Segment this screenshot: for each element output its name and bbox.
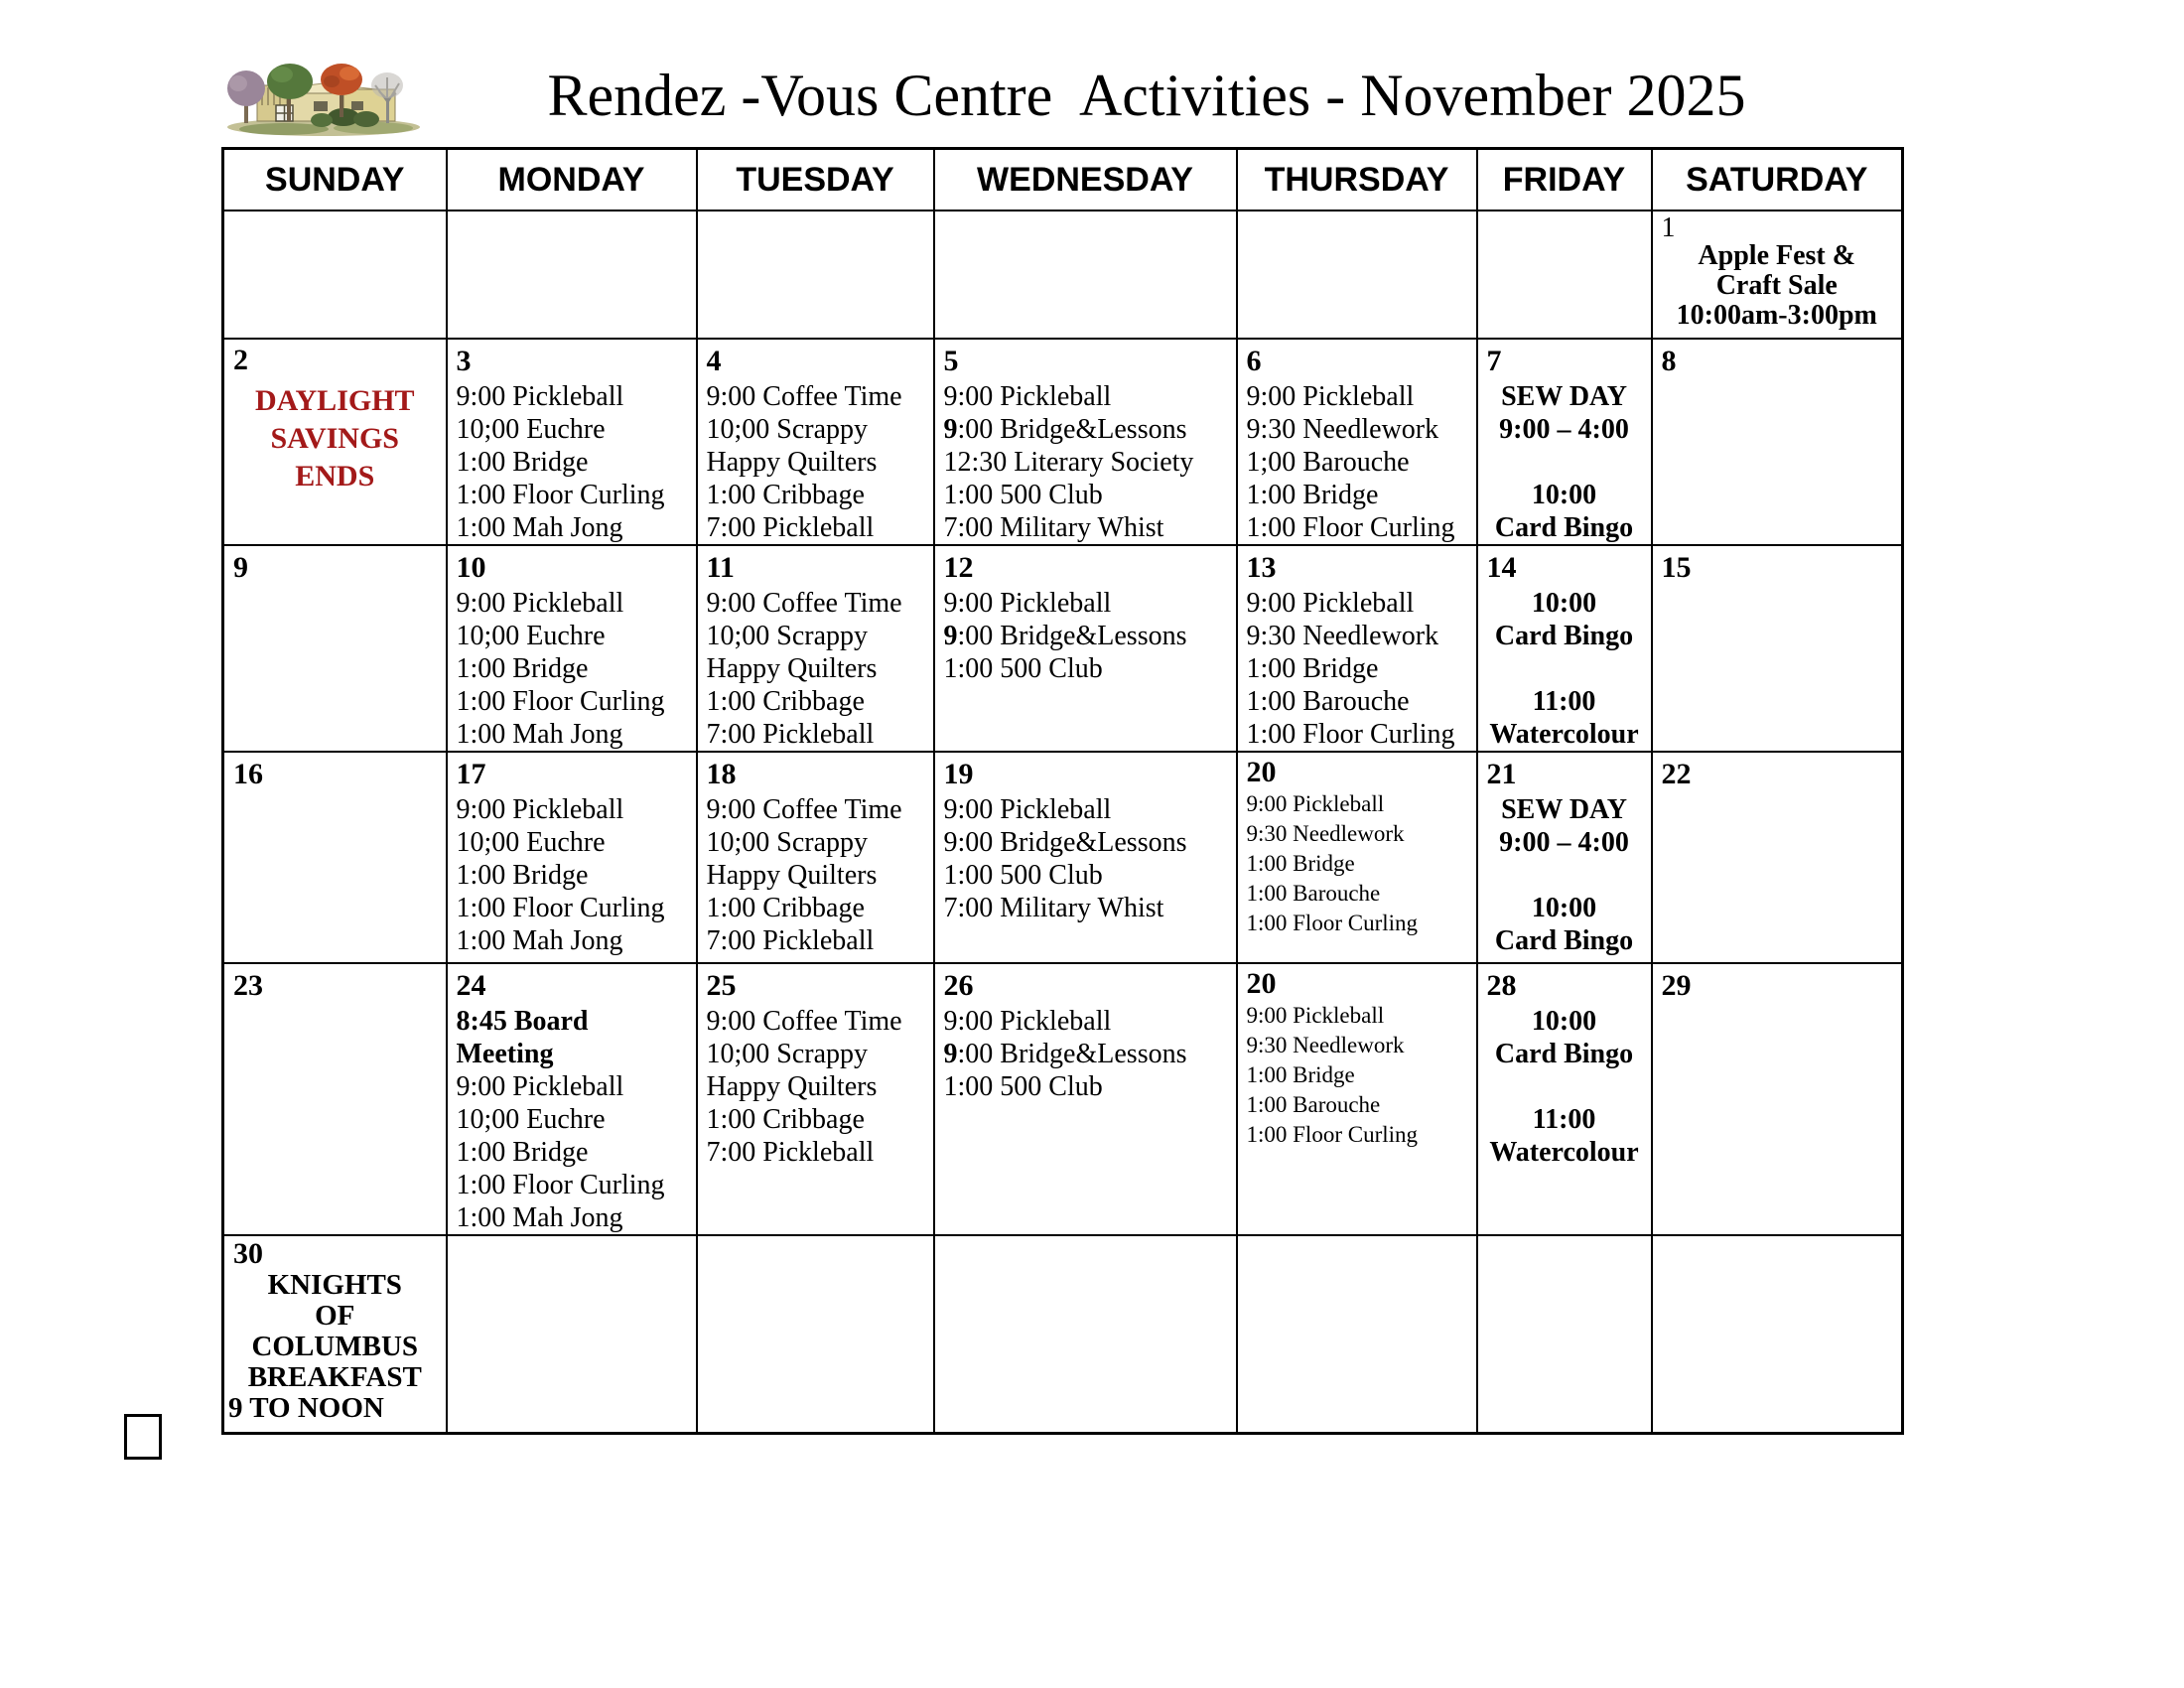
activity-line: 1:00 Bridge <box>1246 1062 1355 1087</box>
activity-line: DAYLIGHT <box>254 384 415 417</box>
activity-line: 1:00 Cribbage <box>706 480 865 510</box>
activity-list <box>1478 793 1651 957</box>
day-cell-empty <box>934 211 1237 339</box>
activity-line: Apple Fest & <box>1698 240 1856 271</box>
day-cell-20 <box>1237 752 1477 963</box>
activity-line: Card Bingo <box>1494 512 1634 543</box>
activity-list <box>1238 1001 1476 1150</box>
activity-line: 1:00 Barouche <box>1246 686 1410 717</box>
activity-list <box>448 1005 696 1234</box>
activity-line: 9:00 Pickleball <box>943 1006 1112 1037</box>
weekday-header-friday: FRIDAY <box>1477 149 1652 211</box>
activity-list <box>448 380 696 544</box>
activity-line: SAVINGS <box>270 422 399 455</box>
activity-list <box>1478 380 1651 544</box>
activity-line: 9:00 – 4:00 <box>1499 414 1629 445</box>
activity-line: 9:00 Coffee Time <box>706 1006 902 1037</box>
activity-line: Happy Quilters <box>706 447 878 478</box>
day-cell-empty <box>1237 211 1477 339</box>
activity-line: 9:00 Pickleball <box>1246 791 1385 816</box>
day-cell-28 <box>1477 963 1652 1235</box>
activity-line: 1:00 Bridge <box>1246 851 1355 876</box>
activity-line: 10:00 <box>1531 1006 1597 1037</box>
day-cell-3 <box>447 339 697 545</box>
activity-line: Card Bingo <box>1494 621 1634 651</box>
activity-line: 1:00 500 Club <box>943 653 1103 684</box>
day-number: 14 <box>1486 551 1517 584</box>
activity-line: 10;00 Euchre <box>456 827 606 858</box>
day-number: 13 <box>1246 551 1277 584</box>
activity-list <box>1238 789 1476 938</box>
activity-line: 1:00 Floor Curling <box>1246 719 1455 750</box>
activity-line: KNIGHTS <box>267 1269 402 1301</box>
week-row <box>223 339 1903 545</box>
activity-line: 1:00 500 Club <box>943 1071 1103 1102</box>
day-cell-empty <box>697 1235 934 1433</box>
activity-line: 9:30 Needlework <box>1246 414 1439 445</box>
weekday-header-thursday: THURSDAY <box>1237 149 1477 211</box>
activity-line: 9:30 Needlework <box>1246 821 1405 846</box>
day-number: 24 <box>456 969 486 1002</box>
day-cell-20 <box>1237 963 1477 1235</box>
activity-line: 10;00 Euchre <box>456 1104 606 1135</box>
day-cell-16 <box>223 752 447 963</box>
activity-line: 1:00 Barouche <box>1246 881 1381 906</box>
day-cell-empty <box>223 211 447 339</box>
activity-line: 1:00 Bridge <box>1246 653 1379 684</box>
activity-line: 9:30 Needlework <box>1246 1033 1405 1057</box>
activity-line: 1:00 Bridge <box>1246 480 1379 510</box>
activity-line: 10:00 <box>1531 893 1597 923</box>
day-cell-7 <box>1477 339 1652 545</box>
activity-line: ENDS <box>295 460 375 492</box>
activity-line: 1:00 Floor Curling <box>456 686 665 717</box>
activity-line: 9:00 Coffee Time <box>706 381 902 412</box>
day-number: 21 <box>1486 758 1517 790</box>
day-number: 23 <box>233 969 263 1002</box>
activity-line: Card Bingo <box>1494 925 1634 956</box>
day-cell-25 <box>697 963 934 1235</box>
day-number: 1 <box>1661 212 1676 243</box>
activity-line: 1:00 Bridge <box>456 1137 589 1168</box>
activity-line: 1:00 Floor Curling <box>1246 1122 1419 1147</box>
activity-line: 9:30 Needlework <box>1246 621 1439 651</box>
day-cell-4 <box>697 339 934 545</box>
activity-line: Meeting <box>456 1039 554 1069</box>
activity-line: 1:00 Floor Curling <box>456 480 665 510</box>
activity-list <box>1478 1005 1651 1169</box>
day-number: 28 <box>1486 969 1517 1002</box>
weekday-header-monday: MONDAY <box>447 149 697 211</box>
day-number: 30 <box>233 1237 263 1270</box>
activity-line: 7:00 Pickleball <box>706 1137 875 1168</box>
activity-line: 8:45 Board <box>456 1006 589 1037</box>
day-number: 20 <box>1246 967 1277 1000</box>
activity-line: 1:00 Mah Jong <box>456 1202 623 1233</box>
activity-list <box>935 587 1236 685</box>
activity-line: 10;00 Scrappy <box>706 621 869 651</box>
day-number: 18 <box>706 758 737 790</box>
activity-line: Happy Quilters <box>706 653 878 684</box>
day-cell-empty <box>1477 1235 1652 1433</box>
activity-line: 9:00 Pickleball <box>1246 588 1415 619</box>
activity-line: 12:30 Literary Society <box>943 447 1194 478</box>
activity-line: Watercolour <box>1489 1137 1639 1168</box>
weekday-header-sunday: SUNDAY <box>223 149 447 211</box>
day-cell-13 <box>1237 545 1477 752</box>
week-row <box>223 1235 1903 1433</box>
day-cell-empty <box>447 211 697 339</box>
activity-list <box>935 1005 1236 1103</box>
activity-line: 1:00 500 Club <box>943 480 1103 510</box>
day-number: 17 <box>456 758 486 790</box>
activity-line: 7:00 Pickleball <box>706 925 875 956</box>
day-number: 10 <box>456 551 486 584</box>
activity-line: 9:00 Pickleball <box>456 1071 624 1102</box>
day-cell-8 <box>1652 339 1903 545</box>
activity-line: 10:00 <box>1531 480 1597 510</box>
activity-line: COLUMBUS <box>251 1331 419 1362</box>
day-cell-empty <box>934 1235 1237 1433</box>
activity-line: Card Bingo <box>1494 1039 1634 1069</box>
day-number: 15 <box>1661 551 1692 584</box>
day-number: 5 <box>943 345 959 377</box>
activity-line: 9:00 Pickleball <box>1246 381 1415 412</box>
activity-list <box>935 793 1236 924</box>
activity-line: 7:00 Pickleball <box>706 512 875 543</box>
day-cell-30 <box>223 1235 447 1433</box>
activity-line: 7:00 Military Whist <box>943 893 1164 923</box>
activity-line: 9:00 Pickleball <box>1246 1003 1385 1028</box>
day-number: 11 <box>706 551 735 584</box>
day-cell-15 <box>1652 545 1903 752</box>
day-cell-22 <box>1652 752 1903 963</box>
activity-line <box>1482 446 1647 479</box>
day-cell-6 <box>1237 339 1477 545</box>
day-cell-empty <box>1477 211 1652 339</box>
activity-list <box>224 1270 446 1424</box>
empty-checkbox-artifact <box>124 1414 162 1460</box>
weekday-header-tuesday: TUESDAY <box>697 149 934 211</box>
activity-line <box>1482 859 1647 892</box>
activity-line: 1:00 Bridge <box>456 447 589 478</box>
activity-list <box>935 380 1236 544</box>
day-number: 8 <box>1661 345 1677 377</box>
activity-line: 9:00 Bridge&Lessons <box>943 414 1187 445</box>
activity-line: 9:00 Bridge&Lessons <box>943 827 1187 858</box>
activity-line: 9:00 Pickleball <box>943 794 1112 825</box>
activity-line: 1:00 Bridge <box>456 860 589 891</box>
activity-line: 10;00 Scrappy <box>706 414 869 445</box>
day-number: 12 <box>943 551 974 584</box>
week-row <box>223 545 1903 752</box>
activity-line: 1:00 Cribbage <box>706 686 865 717</box>
activity-list <box>1238 380 1476 544</box>
activity-line: 9:00 Pickleball <box>943 588 1112 619</box>
week-row <box>223 963 1903 1235</box>
activity-list <box>698 793 933 957</box>
activity-list <box>698 1005 933 1169</box>
activity-line: 7:00 Military Whist <box>943 512 1164 543</box>
day-cell-1 <box>1652 211 1903 339</box>
day-cell-17 <box>447 752 697 963</box>
activity-line: Happy Quilters <box>706 860 878 891</box>
weekday-header-wednesday: WEDNESDAY <box>934 149 1237 211</box>
day-cell-24 <box>447 963 697 1235</box>
activity-line: 9:00 Coffee Time <box>706 794 902 825</box>
day-cell-5 <box>934 339 1237 545</box>
activity-line: 1:00 Cribbage <box>706 893 865 923</box>
activity-line: 10;00 Euchre <box>456 621 606 651</box>
activity-line: 9:00 Pickleball <box>456 588 624 619</box>
activity-line: 9:00 Pickleball <box>943 381 1112 412</box>
activity-line: 9:00 Bridge&Lessons <box>943 1039 1187 1069</box>
activity-line: Watercolour <box>1489 719 1639 750</box>
activity-line: 1:00 Bridge <box>456 653 589 684</box>
day-cell-empty <box>1237 1235 1477 1433</box>
activity-line: 10;00 Scrappy <box>706 827 869 858</box>
activity-line: 1:00 500 Club <box>943 860 1103 891</box>
calendar-table <box>221 147 1904 1435</box>
activity-line: 9:00 Pickleball <box>456 794 624 825</box>
activity-list <box>448 793 696 957</box>
day-number: 3 <box>456 345 472 377</box>
activity-list <box>1478 587 1651 751</box>
day-number: 25 <box>706 969 737 1002</box>
activity-line: 11:00 <box>1532 1104 1596 1135</box>
activity-list <box>698 587 933 751</box>
activity-line: 9:00 Pickleball <box>456 381 624 412</box>
day-cell-2 <box>223 339 447 545</box>
activity-line: SEW DAY <box>1501 794 1627 825</box>
day-cell-21 <box>1477 752 1652 963</box>
day-number: 29 <box>1661 969 1692 1002</box>
activity-list <box>448 587 696 751</box>
activity-line: OF <box>315 1300 355 1332</box>
day-number: 6 <box>1246 345 1262 377</box>
day-number: 2 <box>233 344 248 376</box>
day-cell-10 <box>447 545 697 752</box>
activity-line: 1:00 Mah Jong <box>456 925 623 956</box>
activity-line: 10;00 Euchre <box>456 414 606 445</box>
activity-line: 1:00 Cribbage <box>706 1104 865 1135</box>
day-cell-18 <box>697 752 934 963</box>
day-number: 7 <box>1486 345 1502 377</box>
day-number: 4 <box>706 345 722 377</box>
activity-line: 11:00 <box>1532 686 1596 717</box>
day-number: 16 <box>233 758 263 790</box>
activity-line: 1:00 Floor Curling <box>456 893 665 923</box>
activity-line: 1:00 Mah Jong <box>456 512 623 543</box>
activity-line: 1:00 Barouche <box>1246 1092 1381 1117</box>
weekday-header-saturday: SATURDAY <box>1652 149 1903 211</box>
day-number: 26 <box>943 969 974 1002</box>
activity-line: 1:00 Floor Curling <box>1246 911 1419 935</box>
day-cell-empty <box>697 211 934 339</box>
day-cell-11 <box>697 545 934 752</box>
activity-line: 9:00 Coffee Time <box>706 588 902 619</box>
activity-list <box>1653 241 1902 331</box>
day-cell-14 <box>1477 545 1652 752</box>
week-row <box>223 752 1903 963</box>
page-title: Rendez -Vous Centre Activities - November 2025 <box>547 63 1746 128</box>
week-row <box>223 211 1903 339</box>
activity-line: 9 TO NOON <box>228 1392 384 1424</box>
day-cell-9 <box>223 545 447 752</box>
day-cell-23 <box>223 963 447 1235</box>
activity-line: 1:00 Floor Curling <box>456 1170 665 1200</box>
activity-line: 10:00 <box>1531 588 1597 619</box>
day-cell-29 <box>1652 963 1903 1235</box>
day-number: 19 <box>943 758 974 790</box>
day-cell-26 <box>934 963 1237 1235</box>
activity-line: 1;00 Barouche <box>1246 447 1410 478</box>
activity-list <box>224 378 446 495</box>
activity-line: Craft Sale <box>1715 270 1838 301</box>
activity-line: 1:00 Floor Curling <box>1246 512 1455 543</box>
activity-list <box>698 380 933 544</box>
activity-line: BREAKFAST <box>247 1361 422 1393</box>
activity-list <box>1238 587 1476 751</box>
day-number: 9 <box>233 551 248 584</box>
activity-line: 10;00 Scrappy <box>706 1039 869 1069</box>
activity-line <box>1482 1070 1647 1103</box>
activity-line: 1:00 Mah Jong <box>456 719 623 750</box>
day-number: 20 <box>1246 756 1277 788</box>
day-cell-19 <box>934 752 1237 963</box>
activity-line: Happy Quilters <box>706 1071 878 1102</box>
day-cell-empty <box>1652 1235 1903 1433</box>
activity-line: 7:00 Pickleball <box>706 719 875 750</box>
activity-line: SEW DAY <box>1501 381 1627 412</box>
day-cell-empty <box>447 1235 697 1433</box>
activity-line: 9:00 Bridge&Lessons <box>943 621 1187 651</box>
day-cell-12 <box>934 545 1237 752</box>
activity-line <box>1482 652 1647 685</box>
day-number: 22 <box>1661 758 1692 790</box>
activity-line: 9:00 – 4:00 <box>1499 827 1629 858</box>
activity-line: 10:00am-3:00pm <box>1676 300 1877 331</box>
